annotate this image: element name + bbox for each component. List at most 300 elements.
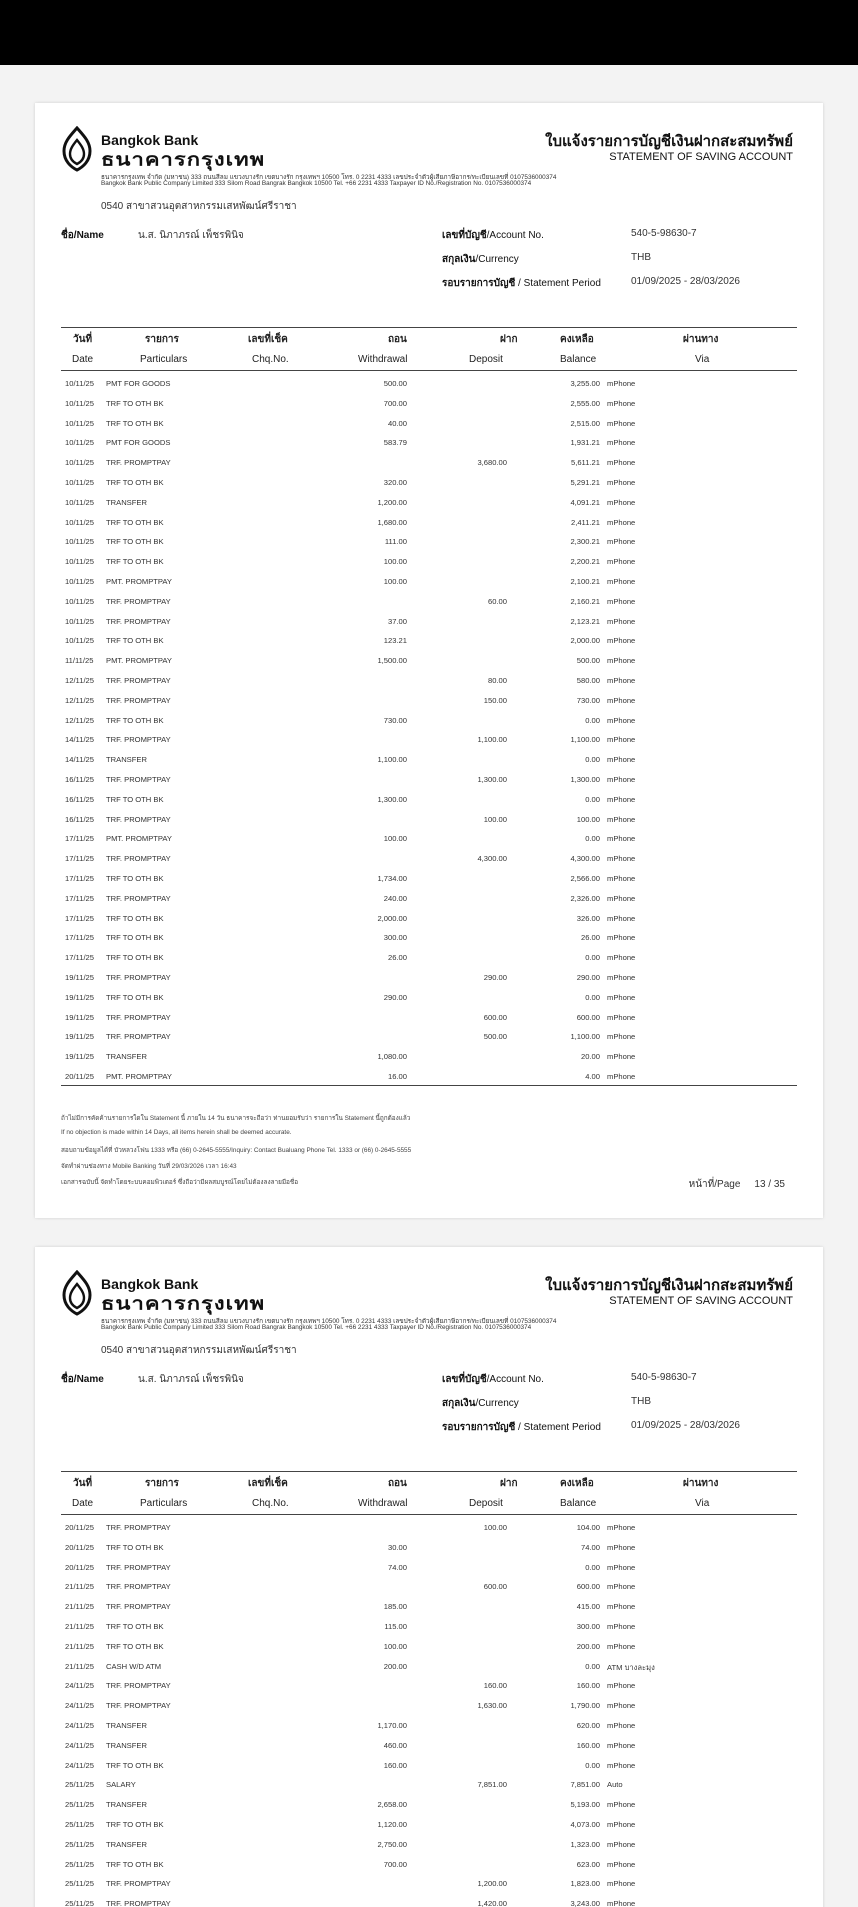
page-number: หน้าที่/Page 13 / 35 [688,1179,785,1190]
row-deposit: 1,630.00 [477,1701,507,1711]
row-particulars: TRF. PROMPTPAY [106,893,171,903]
row-particulars: TRF. PROMPTPAY [106,1899,171,1907]
row-balance: 160.00 [576,1740,600,1750]
table-row [61,1637,797,1657]
col-balance-en: Balance [560,354,597,365]
table-row [61,1716,797,1736]
row-date: 10/11/25 [65,596,94,606]
row-particulars: TRF TO OTH BK [106,913,164,923]
row-particulars: TRF TO OTH BK [106,953,164,963]
row-balance: 0.00 [585,1562,600,1572]
row-particulars: TRF TO OTH BK [106,1820,164,1829]
row-particulars: TRF. PROMPTPAY [106,458,171,468]
row-via: mPhone [607,1820,636,1829]
row-date: 19/11/25 [65,973,94,982]
bank-name-en: Bangkok Bank [101,1276,199,1292]
row-date: 12/11/25 [65,695,94,705]
row-balance: 600.00 [576,1012,600,1022]
row-date: 17/11/25 [65,893,94,903]
statement-page-2 [35,1247,823,1907]
row-withdrawal: 160.00 [383,1760,407,1770]
row-deposit: 600.00 [483,1012,507,1022]
row-via: mPhone [607,1899,636,1907]
row-balance: 1,790.00 [570,1701,600,1711]
row-via: Auto [607,1780,623,1790]
table-end-line [61,1085,797,1086]
col-withdrawal-th: ถอน [388,1478,407,1489]
row-particulars: TRF. PROMPTPAY [106,1681,171,1691]
row-withdrawal: 100.00 [383,1641,407,1651]
col-particulars-th: รายการ [145,1478,179,1489]
row-deposit: 290.00 [483,973,507,982]
row-balance: 2,000.00 [570,636,600,646]
currency-value: THB [631,1396,651,1407]
row-withdrawal: 123.21 [383,636,407,646]
row-particulars: TRF TO OTH BK [106,517,164,527]
row-withdrawal: 730.00 [383,715,407,725]
table-row [61,433,797,453]
row-particulars: TRF. PROMPTPAY [106,1582,171,1592]
row-balance: 2,566.00 [570,874,600,883]
row-withdrawal: 300.00 [383,933,407,943]
row-particulars: TRF. PROMPTPAY [106,616,171,626]
row-withdrawal: 1,120.00 [377,1820,407,1829]
col-deposit-th: ฝาก [500,1478,518,1489]
row-date: 10/11/25 [65,497,94,507]
row-balance: 0.00 [585,992,600,1002]
col-balance-en: Balance [560,1498,597,1509]
row-particulars: TRANSFER [106,1839,147,1849]
row-particulars: TRF. PROMPTPAY [106,695,171,705]
col-chq-th: เลขที่เช็ค [248,334,288,345]
footer-note-en: If no objection is made within 14 Days, all items herein shall be deemed accurate. [61,1129,292,1136]
col-deposit-en: Deposit [469,1498,503,1509]
row-deposit: 1,200.00 [477,1879,507,1889]
table-row [61,691,797,711]
bank-address-th: ธนาคารกรุงเทพ จำกัด (มหาชน) 333 ถนนสีลม แขวงบางรัก เขตบางรัก กรุงเทพฯ 10500 โทร. 0 2231 4333 เลขประจำตัวผู้เสียภาษีอากร/ทะเบียนเลขที่ 0107536000374 [101,174,557,181]
row-via: mPhone [607,913,636,923]
col-date-th: วันที่ [73,1478,93,1489]
row-withdrawal: 2,658.00 [377,1800,407,1810]
table-row [61,1538,797,1558]
row-balance: 1,323.00 [570,1839,600,1849]
row-date: 24/11/25 [65,1721,94,1730]
row-via: mPhone [607,1879,636,1889]
table-row [61,532,797,552]
row-via: mPhone [607,1721,636,1730]
table-row [61,810,797,830]
table-row [61,988,797,1008]
row-balance: 2,555.00 [570,398,600,408]
row-particulars: TRF. PROMPTPAY [106,735,171,745]
currency-value: THB [631,252,651,263]
col-via-th: ผ่านทาง [683,334,719,345]
row-date: 21/11/25 [65,1622,94,1631]
row-particulars: TRF TO OTH BK [106,418,164,428]
name-label: ชื่อ/Name [61,230,104,241]
row-balance: 3,243.00 [570,1899,600,1907]
bank-name-en: Bangkok Bank [101,132,199,148]
row-particulars: TRF TO OTH BK [106,1859,164,1869]
row-via: mPhone [607,1760,636,1770]
period-label: รอบรายการบัญชี / Statement Period [442,278,601,289]
row-particulars: TRF. PROMPTPAY [106,854,171,864]
row-balance: 5,193.00 [570,1800,600,1810]
row-date: 10/11/25 [65,517,94,527]
table-row [61,1008,797,1028]
row-withdrawal: 2,000.00 [377,913,407,923]
table-row [61,473,797,493]
table-row [61,968,797,988]
table-row [61,1518,797,1538]
row-date: 17/11/25 [65,854,94,864]
row-particulars: TRANSFER [106,1800,147,1810]
row-balance: 623.00 [576,1859,600,1869]
col-via-en: Via [695,1498,710,1509]
col-deposit-en: Deposit [469,354,503,365]
bank-name-th: ธนาคารกรุงเทพ [101,149,266,170]
row-date: 20/11/25 [65,1523,94,1532]
row-date: 17/11/25 [65,953,94,963]
row-via: mPhone [607,577,636,586]
footer-contact: สอบถามข้อมูลได้ที่ บัวหลวงโฟน 1333 หรือ (66) 0-2645-5555/Inquiry: Contact Bualuang Phone Tel. 1333 or (66) 0-2645-5555 [61,1147,412,1154]
row-balance: 7,851.00 [570,1780,600,1790]
table-row [61,592,797,612]
row-via: ATM บางละมุง [607,1662,655,1672]
table-row [61,711,797,731]
footer-computer-note: เอกสารฉบับนี้ จัดทำโดยระบบคอมพิวเตอร์ ซึ่งถือว่ามีผลสมบูรณ์โดยไม่ต้องลงลายมือชื่อ [61,1179,299,1186]
table-header-bottom-line [61,370,797,371]
row-deposit: 7,851.00 [477,1780,507,1790]
table-row [61,1815,797,1835]
row-particulars: TRF. PROMPTPAY [106,1562,171,1572]
row-deposit: 1,100.00 [477,735,507,745]
row-particulars: TRF. PROMPTPAY [106,676,171,685]
table-row [61,1736,797,1756]
row-balance: 5,611.21 [571,458,600,468]
row-date: 24/11/25 [65,1701,94,1711]
row-via: mPhone [607,497,636,507]
row-particulars: TRF TO OTH BK [106,1641,164,1651]
row-particulars: TRF TO OTH BK [106,1760,164,1770]
row-deposit: 600.00 [483,1582,507,1592]
table-row [61,414,797,434]
row-balance: 0.00 [585,834,600,844]
row-via: mPhone [607,557,636,567]
row-balance: 620.00 [576,1721,600,1730]
col-date-en: Date [72,1498,94,1509]
top-black-bar [0,0,858,65]
row-balance: 20.00 [580,1052,600,1062]
row-particulars: TRANSFER [106,755,147,765]
row-balance: 26.00 [580,933,600,943]
row-particulars: TRF. PROMPTPAY [106,1032,171,1042]
col-withdrawal-th: ถอน [388,334,407,345]
branch-name: 0540 สาขาสวนอุตสาหกรรมเสหพัฒน์ศรีราชา [101,201,297,212]
row-via: mPhone [607,1072,636,1081]
row-via: mPhone [607,1542,636,1552]
table-row [61,829,797,849]
row-balance: 0.00 [585,794,600,804]
row-via: mPhone [607,676,636,685]
row-balance: 2,100.21 [570,577,600,586]
row-withdrawal: 500.00 [383,379,407,388]
row-via: mPhone [607,834,636,844]
row-date: 10/11/25 [65,379,94,388]
row-date: 19/11/25 [65,1052,94,1062]
row-date: 10/11/25 [65,438,94,448]
row-particulars: TRF TO OTH BK [106,933,164,943]
row-via: mPhone [607,537,636,547]
row-date: 16/11/25 [65,794,94,804]
currency-label: สกุลเงิน/Currency [442,254,519,265]
col-particulars-en: Particulars [140,1498,188,1509]
row-deposit: 60.00 [487,596,507,606]
statement-title-en: STATEMENT OF SAVING ACCOUNT [609,1295,793,1307]
row-date: 10/11/25 [65,398,94,408]
row-date: 19/11/25 [65,1032,94,1042]
row-particulars: PMT. PROMPTPAY [106,656,172,666]
row-date: 24/11/25 [65,1681,94,1691]
row-withdrawal: 2,750.00 [377,1839,407,1849]
row-date: 16/11/25 [65,775,94,784]
account-label: เลขที่บัญชี/Account No. [442,1374,544,1385]
row-via: mPhone [607,1701,636,1711]
row-via: mPhone [607,735,636,745]
row-withdrawal: 700.00 [383,398,407,408]
row-deposit: 1,300.00 [477,775,507,784]
row-balance: 600.00 [576,1582,600,1592]
row-via: mPhone [607,1859,636,1869]
row-via: mPhone [607,1602,636,1612]
table-row [61,928,797,948]
table-row [61,1657,797,1677]
table-row [61,671,797,691]
row-balance: 0.00 [585,755,600,765]
table-row [61,1775,797,1795]
row-via: mPhone [607,794,636,804]
table-row [61,1855,797,1875]
row-deposit: 500.00 [483,1032,507,1042]
row-via: mPhone [607,1622,636,1631]
table-row [61,770,797,790]
row-date: 20/11/25 [65,1072,94,1081]
row-date: 25/11/25 [65,1879,94,1889]
bangkok-bank-logo-icon [61,1270,93,1316]
row-date: 12/11/25 [65,676,94,685]
row-balance: 0.00 [585,953,600,963]
row-date: 25/11/25 [65,1780,94,1790]
row-particulars: TRANSFER [106,1721,147,1730]
row-balance: 4.00 [585,1072,600,1081]
row-particulars: TRF TO OTH BK [106,874,164,883]
row-particulars: TRF. PROMPTPAY [106,1523,171,1532]
row-particulars: TRANSFER [106,497,147,507]
row-balance: 4,091.21 [570,497,600,507]
row-particulars: TRF. PROMPTPAY [106,973,171,982]
row-particulars: TRF. PROMPTPAY [106,1879,171,1889]
row-withdrawal: 700.00 [383,1859,407,1869]
table-row [61,1577,797,1597]
row-particulars: TRF TO OTH BK [106,557,164,567]
row-withdrawal: 40.00 [387,418,407,428]
col-via-en: Via [695,354,710,365]
statement-title-en: STATEMENT OF SAVING ACCOUNT [609,151,793,163]
table-row [61,1027,797,1047]
row-withdrawal: 100.00 [383,577,407,586]
row-withdrawal: 16.00 [387,1072,407,1081]
row-balance: 2,200.21 [570,557,600,567]
row-balance: 326.00 [576,913,600,923]
row-balance: 4,073.00 [570,1820,600,1829]
row-via: mPhone [607,1582,636,1592]
row-withdrawal: 460.00 [383,1740,407,1750]
row-via: mPhone [607,814,636,824]
row-balance: 300.00 [576,1622,600,1631]
row-date: 17/11/25 [65,834,94,844]
col-date-th: วันที่ [73,334,93,345]
row-particulars: TRF. PROMPTPAY [106,1602,171,1612]
row-balance: 415.00 [576,1602,600,1612]
row-via: mPhone [607,695,636,705]
row-particulars: TRF TO OTH BK [106,478,164,487]
row-balance: 74.00 [580,1542,600,1552]
row-particulars: TRF. PROMPTPAY [106,775,171,784]
row-withdrawal: 320.00 [383,478,407,487]
col-withdrawal-en: Withdrawal [358,1498,408,1509]
table-row [61,631,797,651]
row-via: mPhone [607,1800,636,1810]
row-via: mPhone [607,893,636,903]
row-via: mPhone [607,478,636,487]
row-balance: 5,291.21 [570,478,600,487]
table-row [61,1676,797,1696]
table-header-top-line [61,1471,797,1472]
row-balance: 1,300.00 [570,775,600,784]
row-via: mPhone [607,973,636,982]
row-date: 10/11/25 [65,458,94,468]
table-row [61,1756,797,1776]
row-date: 21/11/25 [65,1661,94,1671]
row-balance: 1,100.00 [570,735,600,745]
row-withdrawal: 37.00 [387,616,407,626]
row-deposit: 80.00 [487,676,507,685]
row-particulars: TRF TO OTH BK [106,1622,164,1631]
row-balance: 0.00 [585,1760,600,1770]
row-via: mPhone [607,1052,636,1062]
row-withdrawal: 1,500.00 [377,656,407,666]
row-via: mPhone [607,1032,636,1042]
footer-generated: จัดทำผ่านช่องทาง Mobile Banking วันที่ 29/03/2026 เวลา 16:43 [61,1163,237,1170]
table-row [61,750,797,770]
row-balance: 0.00 [585,1661,600,1671]
row-via: mPhone [607,517,636,527]
period-value: 01/09/2025 - 28/03/2026 [631,276,740,287]
row-withdrawal: 1,300.00 [377,794,407,804]
row-date: 25/11/25 [65,1899,94,1907]
row-date: 19/11/25 [65,1012,94,1022]
table-row [61,1597,797,1617]
row-particulars: TRANSFER [106,1052,147,1062]
row-date: 21/11/25 [65,1602,94,1612]
row-deposit: 4,300.00 [477,854,507,864]
table-row [61,513,797,533]
col-balance-th: คงเหลือ [560,1478,594,1489]
row-particulars: TRF. PROMPTPAY [106,1012,171,1022]
col-via-th: ผ่านทาง [683,1478,719,1489]
row-particulars: TRF. PROMPTPAY [106,814,171,824]
table-row [61,790,797,810]
row-via: mPhone [607,992,636,1002]
row-particulars: TRF TO OTH BK [106,992,164,1002]
row-via: mPhone [607,1681,636,1691]
table-row [61,1558,797,1578]
row-via: mPhone [607,874,636,883]
row-particulars: TRF. PROMPTPAY [106,1701,171,1711]
bank-address-th: ธนาคารกรุงเทพ จำกัด (มหาชน) 333 ถนนสีลม แขวงบางรัก เขตบางรัก กรุงเทพฯ 10500 โทร. 0 2231 4333 เลขประจำตัวผู้เสียภาษีอากร/ทะเบียนเลขที่ 0107536000374 [101,1318,557,1325]
row-date: 17/11/25 [65,933,94,943]
table-row [61,869,797,889]
table-row [61,374,797,394]
row-withdrawal: 74.00 [387,1562,407,1572]
row-via: mPhone [607,379,636,388]
row-via: mPhone [607,458,636,468]
row-via: mPhone [607,755,636,765]
row-withdrawal: 100.00 [383,834,407,844]
bangkok-bank-logo-icon [61,126,93,172]
row-date: 10/11/25 [65,616,94,626]
row-deposit: 3,680.00 [477,458,507,468]
account-value: 540-5-98630-7 [631,1372,697,1383]
row-particulars: TRF. PROMPTPAY [106,596,171,606]
row-balance: 1,931.21 [570,438,600,448]
table-row [61,394,797,414]
row-particulars: TRANSFER [106,1740,147,1750]
row-deposit: 100.00 [483,1523,507,1532]
row-via: mPhone [607,1740,636,1750]
branch-name: 0540 สาขาสวนอุตสาหกรรมเสหพัฒน์ศรีราชา [101,1345,297,1356]
table-row [61,889,797,909]
row-date: 14/11/25 [65,735,94,745]
row-withdrawal: 26.00 [387,953,407,963]
row-date: 10/11/25 [65,577,94,586]
row-date: 16/11/25 [65,814,94,824]
row-via: mPhone [607,418,636,428]
row-withdrawal: 1,100.00 [377,755,407,765]
row-date: 17/11/25 [65,874,94,883]
col-date-en: Date [72,354,94,365]
row-date: 10/11/25 [65,636,94,646]
row-via: mPhone [607,1012,636,1022]
currency-label: สกุลเงิน/Currency [442,1398,519,1409]
col-deposit-th: ฝาก [500,334,518,345]
row-date: 24/11/25 [65,1760,94,1770]
row-via: mPhone [607,715,636,725]
row-balance: 1,823.00 [570,1879,600,1889]
row-withdrawal: 30.00 [387,1542,407,1552]
row-date: 10/11/25 [65,418,94,428]
row-withdrawal: 290.00 [383,992,407,1002]
col-particulars-en: Particulars [140,354,188,365]
table-row [61,493,797,513]
col-chq-th: เลขที่เช็ค [248,1478,288,1489]
row-balance: 290.00 [576,973,600,982]
row-particulars: CASH W/D ATM [106,1661,162,1671]
row-balance: 100.00 [576,814,600,824]
row-date: 20/11/25 [65,1542,94,1552]
row-balance: 2,515.00 [570,418,600,428]
row-balance: 160.00 [576,1681,600,1691]
